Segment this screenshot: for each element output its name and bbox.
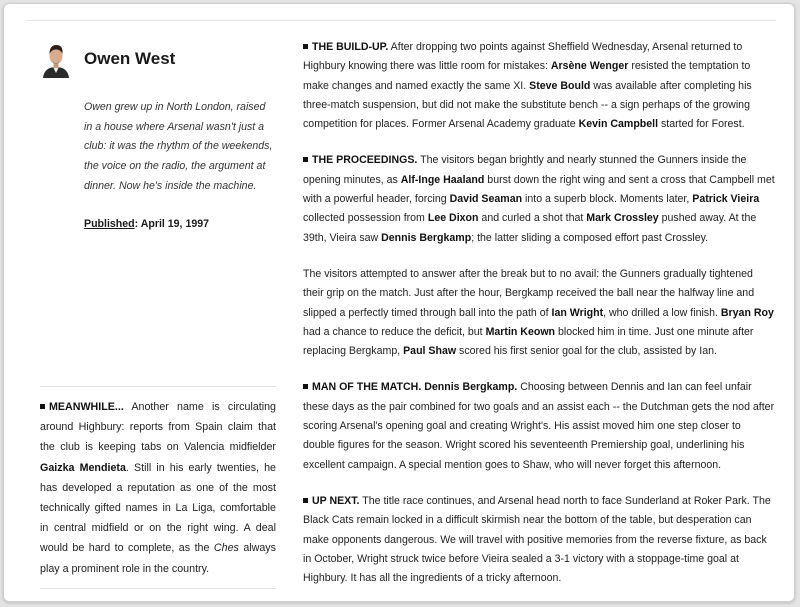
meanwhile-text: Another name is circulating around Highbury: reports from Spain claim that the club is keeping tabs on Valencia midfielder xyxy=(40,401,276,454)
paragraph-text: resisted the temptation to make changes and named exactly the same XI. xyxy=(303,60,751,92)
person-name: Bryan Roy xyxy=(720,306,774,319)
person-name: Arsène Wenger xyxy=(550,60,629,73)
paragraph-text: The visitors began brightly and nearly stunned the Gunners inside the opening minutes, as xyxy=(303,154,747,186)
paragraph-text: , who drilled a low finish. xyxy=(603,306,721,319)
paragraph-text: had a chance to reduce the deficit, but xyxy=(303,325,486,338)
person-name: Patrick Vieira xyxy=(692,193,760,206)
paragraph-text: collected possession from xyxy=(303,212,428,225)
top-divider xyxy=(26,20,776,21)
player-name: Gaizka Mendieta xyxy=(40,461,126,474)
person-name: Steve Bould xyxy=(529,79,591,92)
square-bullet-icon xyxy=(303,498,308,503)
author-sidebar xyxy=(40,40,276,230)
person-name: Alf-Inge Haaland xyxy=(400,173,485,186)
up-next-paragraph xyxy=(303,492,775,588)
paragraph-text: and curled a shot that xyxy=(478,212,587,225)
build-up-paragraph xyxy=(303,38,775,134)
paragraph-text: The visitors attempted to answer after the break but to no avail: the Gunners gradually tightened their grip on the match. Just after the hour, Bergkamp received the ball near the halfway line and slipped a perfectly timed through ball into the path of xyxy=(303,267,755,319)
person-name: Martin Keown xyxy=(485,325,556,338)
meanwhile-heading: MEANWHILE... xyxy=(49,401,124,413)
paragraph-text: was available after completing his three-match suspension, but did not make the substitute bench -- a sign perhaps of the growing competition for places. Former Arsenal Academy graduate xyxy=(303,79,752,131)
square-bullet-icon xyxy=(303,44,308,49)
section-heading: MAN OF THE MATCH. xyxy=(312,381,422,394)
paragraph-text: Choosing between Dennis and Ian can feel unfair these days as the pair combined for two goals and an assist each -- the Dutchman gets the nod after scoring Arsenal's opening goal and creating Wright's. His assist moved him one step closer to double figures for the season. Wright scored his seventeenth Premiership goal, underlining his excellent campaign. A special mention goes to Shaw, who will never forget this afternoon. xyxy=(303,381,775,471)
proceedings-paragraph xyxy=(303,151,775,247)
person-name: Paul Shaw xyxy=(403,345,457,358)
person-name: David Seaman xyxy=(449,193,523,206)
person-name: Ian Wright xyxy=(551,306,604,319)
paragraph-text: burst down the right wing and sent a cross that Campbell met with a powerful header, forcing xyxy=(303,173,775,206)
person-name: Lee Dixon xyxy=(427,212,479,225)
paragraph-text: pushed away. At the 39th, Vieira saw xyxy=(303,212,757,244)
square-bullet-icon xyxy=(303,157,308,162)
section-heading: THE PROCEEDINGS. xyxy=(312,154,418,167)
person-name: Dennis Bergkamp. xyxy=(424,381,518,394)
meanwhile-italic: Ches xyxy=(213,542,239,555)
meanwhile-box xyxy=(40,386,276,589)
author-name: Owen West xyxy=(84,49,176,68)
paragraph-text: blocked him in time. Just one minute after replacing Bergkamp, xyxy=(303,325,754,358)
article-card xyxy=(3,3,795,602)
paragraph-text: The title race continues, and Arsenal head north to face Sunderland at Roker Park. The Black Cats remain locked in a difficult skirmish near the bottom of the table, but desperation can make opponents dangerous. We will travel with positive memories from the reverse fixture, as back in October, Wright struck twice before Vieira sealed a 3-1 victory with a stoppage-time goal at Highbury. It has all the ingredients of a tricky afternoon. xyxy=(303,494,771,585)
paragraph-text: started for Forest. xyxy=(658,118,745,131)
published-line: Published: April 19, 1997 xyxy=(84,217,210,230)
author-bio: Owen grew up in North London, raised in a house where Arsenal wasn't just a club: it was the rhythm of the weekends, the voice on the radio, the argument at dinner. Now he's inside the machine. xyxy=(84,101,273,192)
section-heading: UP NEXT. xyxy=(312,494,360,507)
meanwhile-text: . Still in his early twenties, he has developed a reputation as one of the most technically gifted names in La Liga, comfortable in central midfield or on the right wing. A deal would be hard to complete, as the xyxy=(40,461,277,555)
article-body xyxy=(303,38,775,602)
meanwhile-text: always play a prominent role in the country. xyxy=(40,542,276,575)
published-label: Published xyxy=(84,217,135,230)
paragraph-text: scored his first senior goal for the club, assisted by Ian. xyxy=(456,345,717,358)
second-half-paragraph xyxy=(303,265,775,361)
square-bullet-icon xyxy=(40,404,45,409)
paragraph-text: into a superb block. Moments later, xyxy=(522,193,693,206)
person-name: Mark Crossley xyxy=(586,212,659,225)
author-header xyxy=(40,40,276,78)
avatar xyxy=(40,40,72,78)
paragraph-text: After dropping two points against Sheffield Wednesday, Arsenal returned to Highbury knowing there was little room for mistakes: xyxy=(303,41,743,73)
section-heading: THE BUILD-UP. xyxy=(312,41,389,53)
person-name: Kevin Campbell xyxy=(578,118,659,131)
man-of-the-match-paragraph xyxy=(303,378,775,474)
paragraph-text: ; the latter sliding a composed effort past Crossley. xyxy=(471,231,709,244)
square-bullet-icon xyxy=(303,384,308,389)
person-name: Dennis Bergkamp xyxy=(381,231,472,244)
published-date: April 19, 1997 xyxy=(140,217,210,230)
